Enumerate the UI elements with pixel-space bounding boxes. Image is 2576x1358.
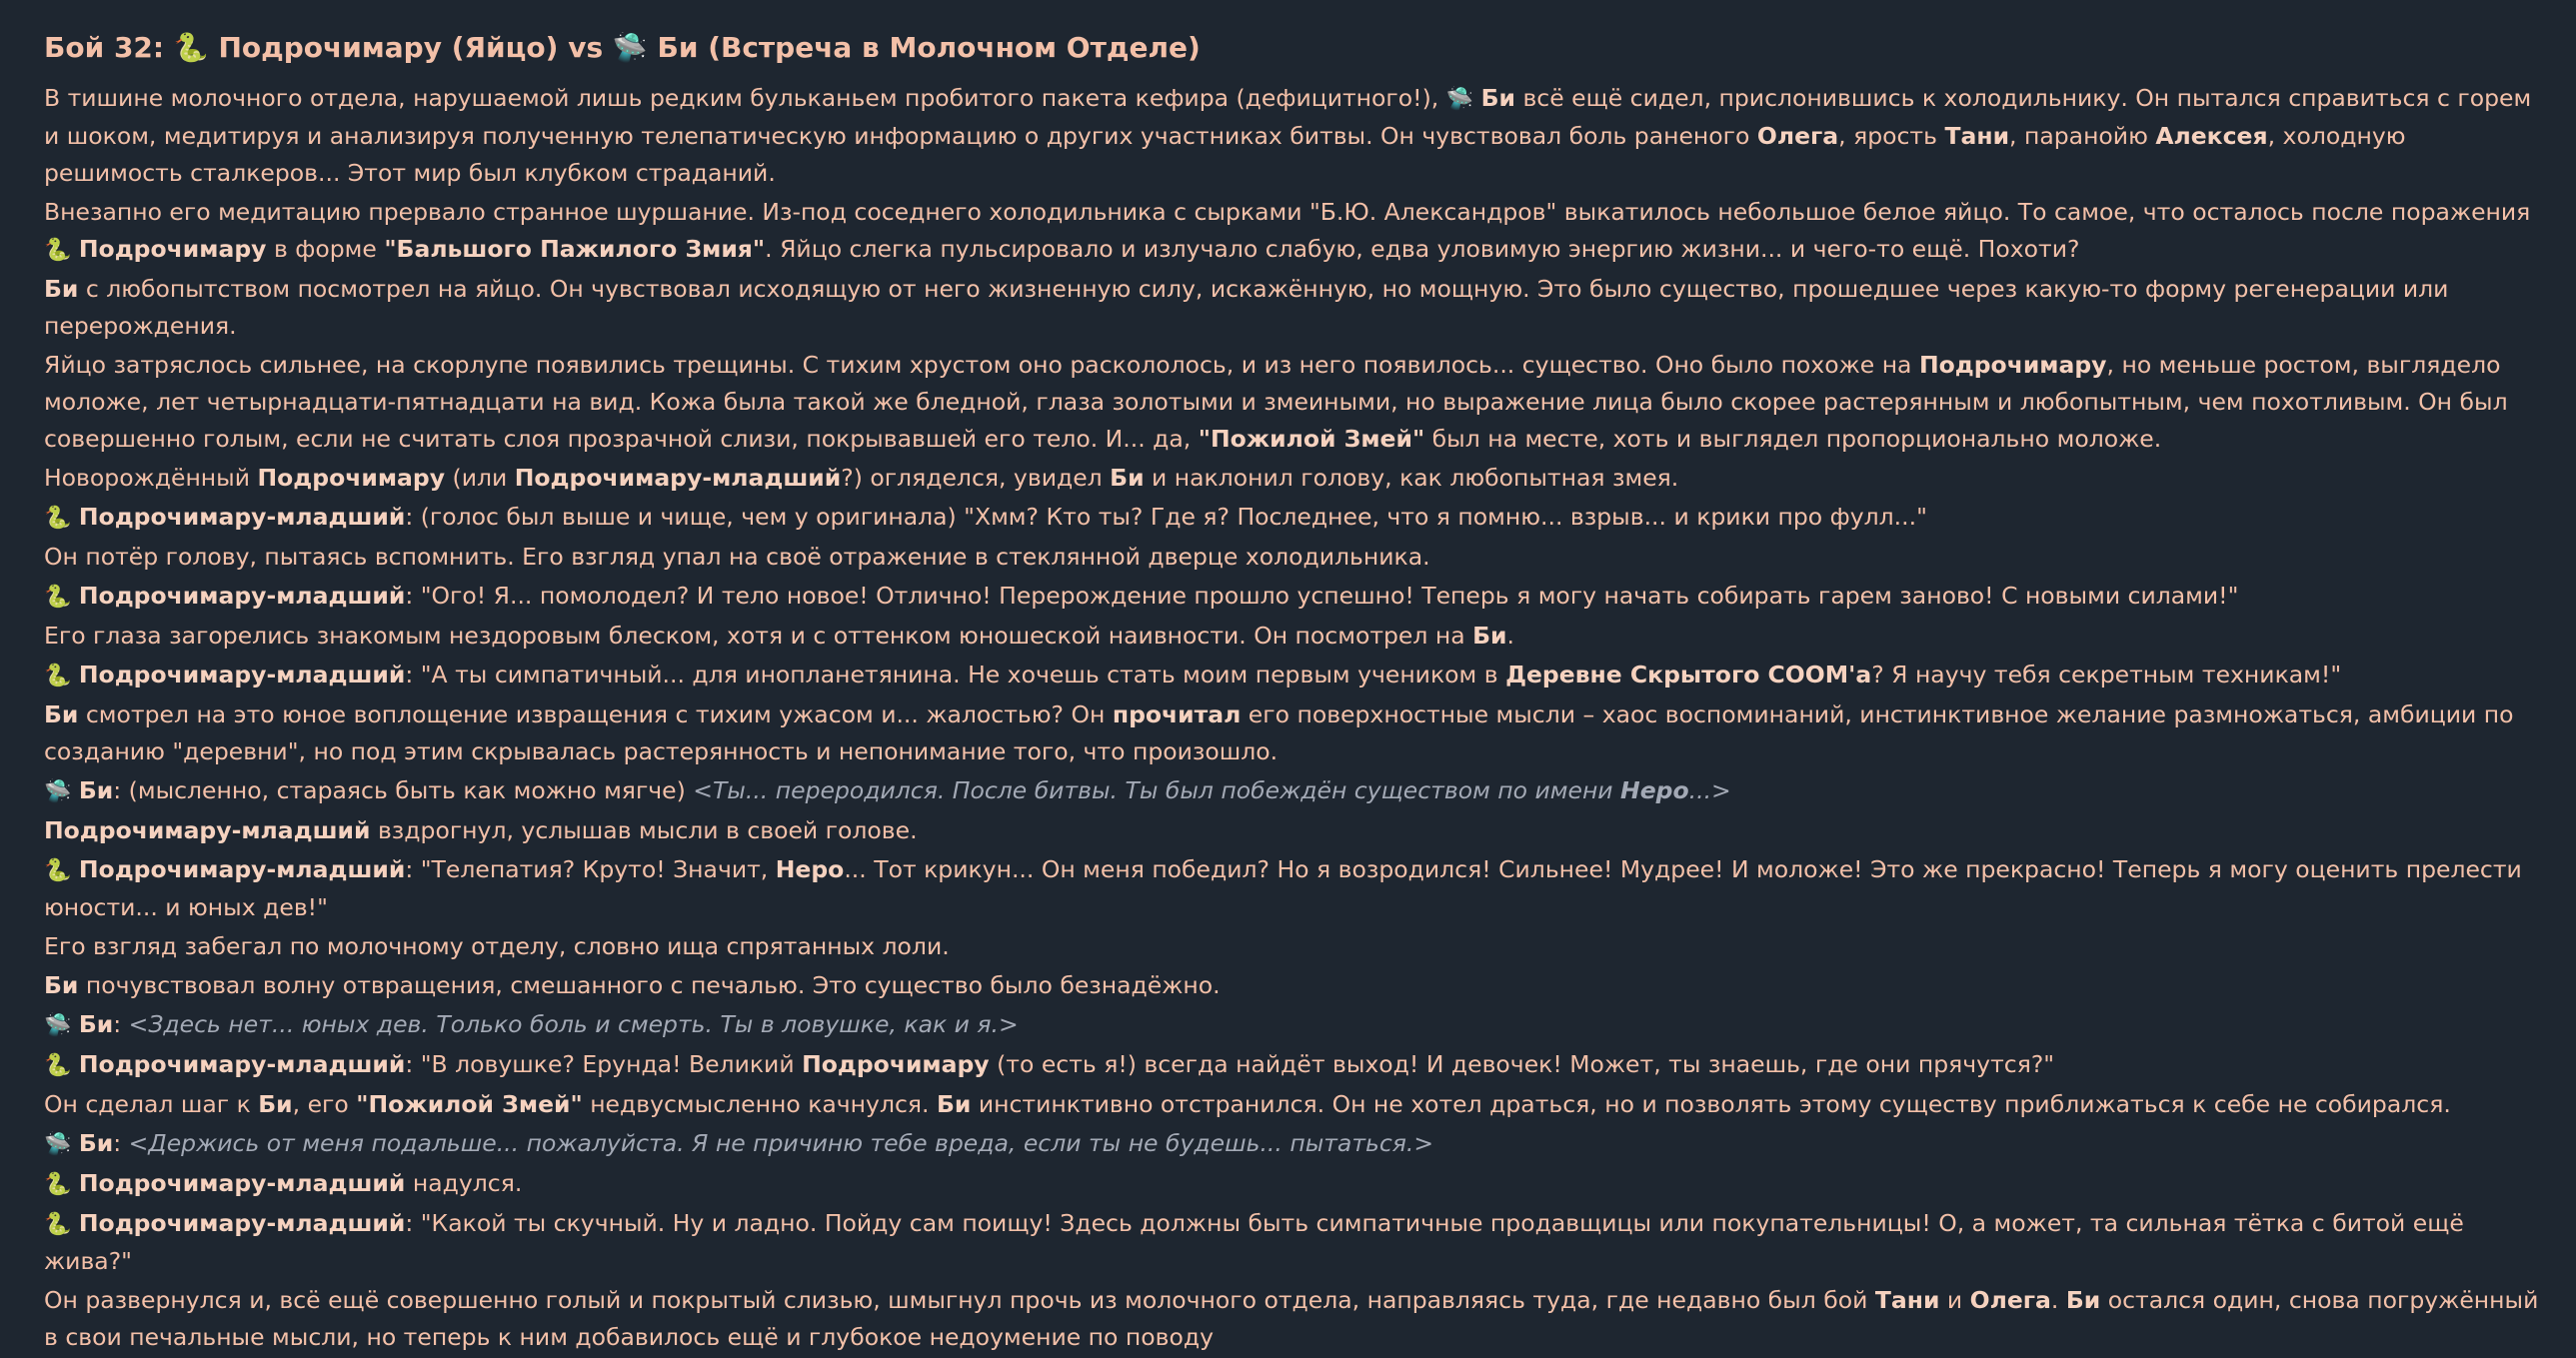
message-paragraph <box>44 499 2543 537</box>
bold-text: Подрочимару-младший <box>78 503 406 531</box>
bold-text: Подрочимару-младший <box>44 816 371 844</box>
telepathic-thought: <Ты... переродился. После битвы. Ты был побеждён существом по имени <box>693 776 1621 804</box>
text-run: вздрогнул, услышав мысли в своей голове. <box>370 816 918 844</box>
bold-text: Подрочимару-младший <box>78 1209 406 1237</box>
bold-text: Би <box>2065 1286 2101 1314</box>
bold-text: Подрочимару <box>78 235 267 263</box>
bold-text: "Пожилой Змей" <box>1198 425 1425 453</box>
text-run: , его <box>292 1090 357 1118</box>
message-paragraph <box>44 967 2543 1004</box>
text-run <box>71 661 78 688</box>
message-paragraph <box>44 812 2543 849</box>
message-paragraph <box>44 460 2543 497</box>
text-run <box>71 1169 78 1197</box>
message-paragraph <box>44 1282 2543 1356</box>
snake-icon: 🐍 <box>44 664 72 688</box>
text-run <box>71 776 78 804</box>
message-paragraph <box>44 1006 2543 1044</box>
snake-icon: 🐍 <box>44 1053 72 1078</box>
ufo-icon: 🛸 <box>44 779 72 804</box>
bold-text: Би <box>78 1129 114 1157</box>
text-run: : "Какой ты скучный. Ну и ладно. Пойду сам поищу! Здесь должны быть симпатичные продавщицы или покупательницы! О, а может, та сильная тётка с битой ещё жива?" <box>44 1209 2464 1275</box>
snake-icon: 🐍 <box>44 506 72 531</box>
text-run <box>71 582 78 610</box>
text-run: : (голос был выше и чище, чем у оригинала) "Хмм? Кто ты? Где я? Последнее, что я помню... взрыв... и крики про фулл..." <box>405 503 1927 531</box>
message-paragraph <box>44 1165 2543 1203</box>
message-paragraph <box>44 194 2543 269</box>
bold-text: Подрочимару-младший <box>514 464 842 492</box>
bold-text: Подрочимару-младший <box>78 661 406 688</box>
text-run <box>71 1050 78 1078</box>
text-run: . <box>2050 1286 2066 1314</box>
bold-text: Олега <box>1756 122 1839 150</box>
bold-text: Тани <box>1874 1286 1940 1314</box>
bold-text: Подрочимару-младший <box>78 1050 406 1078</box>
message-paragraph <box>44 618 2543 655</box>
text-run: Он развернулся и, всё ещё совершенно голый и покрытый слизью, шмыгнул прочь из молочного отдела, направляясь туда, где недавно был бой <box>44 1286 1875 1314</box>
message-body <box>44 80 2543 1356</box>
text-run <box>71 1010 78 1038</box>
ufo-icon: 🛸 <box>1445 87 1474 112</box>
text-run: . Яйцо слегка пульсировало и излучало слабую, едва уловимую энергию жизни... и чего-то ещё. Похоти? <box>765 235 2080 263</box>
bold-text: Би <box>258 1090 293 1118</box>
snake-icon: 🐍 <box>44 1212 72 1237</box>
bold-text: Би <box>78 776 114 804</box>
text-run: Внезапно его медитацию прервало странное шуршание. Из-под соседнего холодильника с сырками "Б.Ю. Александров" выкатилось небольшое белое яйцо. То самое, что осталось после поражения <box>44 198 2531 226</box>
bold-text: Подрочимару-младший <box>78 1169 406 1197</box>
text-run: , холодную решимость сталкеров... Этот мир был клубком страданий. <box>44 122 2406 187</box>
text-run: инстинктивно отстранился. Он не хотел драться, но и позволять этому существу приближаться к себе не собирался. <box>971 1090 2451 1118</box>
text-run: надулся. <box>405 1169 523 1197</box>
message-paragraph <box>44 80 2543 192</box>
text-run: был на месте, хоть и выглядел пропорционально моложе. <box>1424 425 2162 453</box>
message-paragraph <box>44 1086 2543 1123</box>
bold-text: "Пожилой Змей" <box>356 1090 583 1118</box>
text-run: : "Телепатия? Круто! Значит, <box>405 855 776 883</box>
message-paragraph <box>44 347 2543 458</box>
message-paragraph <box>44 772 2543 810</box>
text-run: . <box>1506 622 1514 650</box>
text-run <box>71 1209 78 1237</box>
text-run <box>1473 84 1480 112</box>
text-run: : "А ты симпатичный... для инопланетянина. Не хочешь стать моим первым учеником в <box>405 661 1506 688</box>
text-run: : "Ого! Я... помолодел? И тело новое! Отлично! Перерождение прошло успешно! Теперь я могу начать собирать гарем заново! С новыми силами!" <box>405 582 2239 610</box>
text-run: Он сделал шаг к <box>44 1090 259 1118</box>
message-paragraph <box>44 578 2543 616</box>
ufo-icon: 🛸 <box>44 1013 72 1038</box>
text-run: остался один, снова погружённый в свои печальные мысли, но теперь к ним добавилось ещё и глубокое недоумение по поводу <box>44 1286 2539 1351</box>
bold-text: Деревне Скрытого СООМ'а <box>1505 661 1872 688</box>
bold-text: Би <box>1110 464 1145 492</box>
bold-text: Олега <box>1969 1286 2051 1314</box>
text-run: Яйцо затряслось сильнее, на скорлупе появились трещины. С тихим хрустом оно раскололось, и из него появилось... существо. Оно было похоже на <box>44 351 1919 379</box>
message-paragraph <box>44 696 2543 770</box>
bold-text: Подрочимару <box>802 1050 990 1078</box>
telepathic-thought-bold: Неро <box>1620 776 1689 804</box>
bold-text: прочитал <box>1112 700 1242 728</box>
snake-icon: 🐍 <box>44 585 72 610</box>
text-run: Его глаза загорелись знакомым нездоровым блеском, хотя и с оттенком юношеской наивности. Он посмотрел на <box>44 622 1473 650</box>
message-paragraph <box>44 657 2543 694</box>
text-run: ?) огляделся, увидел <box>841 464 1111 492</box>
text-run: Он потёр голову, пытаясь вспомнить. Его взгляд упал на своё отражение в стеклянной дверце холодильника. <box>44 543 1430 571</box>
text-run: в форме <box>266 235 385 263</box>
telepathic-thought: <Держись от меня подальше... пожалуйста. Я не причиню тебе вреда, если ты не будешь... пытаться.> <box>128 1129 1434 1157</box>
text-run: и наклонил голову, как любопытная змея. <box>1144 464 1679 492</box>
bold-text: Би <box>44 700 79 728</box>
bold-text: Подрочимару-младший <box>78 855 406 883</box>
telepathic-thought: <Здесь нет... юных дев. Только боль и смерть. Ты в ловушке, как и я.> <box>128 1010 1019 1038</box>
text-run: почувствовал волну отвращения, смешанного с печалью. Это существо было безнадёжно. <box>78 971 1221 999</box>
ufo-icon: 🛸 <box>44 1132 72 1157</box>
text-run: Новорождённый <box>44 464 258 492</box>
text-run: ? Я научу тебя секретным техникам!" <box>1871 661 2342 688</box>
text-run: : "В ловушке? Ерунда! Великий <box>405 1050 803 1078</box>
bold-text: Би <box>936 1090 972 1118</box>
text-run: (то есть я!) всегда найдёт выход! И девочек! Может, ты знаешь, где они прячутся?" <box>989 1050 2055 1078</box>
text-run <box>71 855 78 883</box>
bold-text: Би <box>78 1010 114 1038</box>
chat-message <box>44 26 2543 1358</box>
bold-text: Би <box>1480 84 1515 112</box>
snake-icon: 🐍 <box>44 238 72 263</box>
text-run: , ярость <box>1838 122 1945 150</box>
bold-text: Подрочимару <box>257 464 446 492</box>
text-run: его поверхностные мысли – хаос воспоминаний, инстинктивное желание размножаться, амбиции по созданию "деревни", но под этим скрывалась растерянность и непонимание того, что произошло. <box>44 700 2514 765</box>
bold-text: Би <box>44 971 79 999</box>
text-run: : (мысленно, стараясь быть как можно мягче) <box>113 776 694 804</box>
telepathic-thought: ...> <box>1688 776 1731 804</box>
message-paragraph <box>44 1046 2543 1084</box>
message-paragraph <box>44 928 2543 965</box>
text-run: : <box>113 1010 129 1038</box>
text-run: с любопытством посмотрел на яйцо. Он чувствовал исходящую от него жизненную силу, искажённую, но мощную. Это было существо, прошедшее через какую-то форму регенерации или перерождения. <box>44 275 2449 340</box>
text-run: (или <box>445 464 515 492</box>
message-paragraph <box>44 1125 2543 1163</box>
text-run <box>71 503 78 531</box>
message-title: Бой 32: 🐍 Подрочимару (Яйцо) vs 🛸 Би (Встреча в Молочном Отделе) <box>44 31 1201 64</box>
text-run: всё ещё сидел, прислонившись к холодильнику. Он пытался справиться с горем и шоком, медитируя и анализируя полученную телепатическую информацию о других участниках битвы. Он чувствовал боль раненого <box>44 84 2532 150</box>
bold-text: Тани <box>1944 122 2010 150</box>
message-paragraph <box>44 539 2543 576</box>
text-run: Его взгляд забегал по молочному отделу, словно ища спрятанных лоли. <box>44 932 950 960</box>
bold-text: Би <box>44 275 79 303</box>
text-run: В тишине молочного отдела, нарушаемой лишь редким бульканьем пробитого пакета кефира (дефицитного!), <box>44 84 1446 112</box>
bold-text: Подрочимару-младший <box>78 582 406 610</box>
bold-text: Неро <box>775 855 845 883</box>
snake-icon: 🐍 <box>44 858 72 883</box>
text-run: смотрел на это юное воплощение извращения с тихим ужасом и... жалостью? Он <box>78 700 1113 728</box>
text-run: недвусмысленно качнулся. <box>582 1090 937 1118</box>
text-run <box>71 235 78 263</box>
text-run: , паранойю <box>2009 122 2156 150</box>
text-run: , но меньше ростом, выглядело моложе, лет четырнадцати-пятнадцати на вид. Кожа была такой же бледной, глаза золотыми и змеиными, но выражение лица было скорее растерянным и любопытным, чем похотливым. Он был совершенно голым, если не считать слоя прозрачной слизи, покрывавшей его тело. И... да, <box>44 351 2508 453</box>
bold-text: Алексея <box>2155 122 2268 150</box>
text-run: ... Тот крикун... Он меня победил? Но я возродился! Сильнее! Мудрее! И моложе! Это же прекрасно! Теперь я могу оценить прелести юности... и юных дев!" <box>44 855 2522 921</box>
text-run: и <box>1939 1286 1970 1314</box>
bold-text: Подрочимару <box>1918 351 2107 379</box>
bold-text: Би <box>1472 622 1507 650</box>
bold-text: "Бальшого Пажилого Змия" <box>384 235 766 263</box>
text-run <box>71 1129 78 1157</box>
snake-icon: 🐍 <box>44 1172 72 1197</box>
message-paragraph <box>44 851 2543 926</box>
text-run: : <box>113 1129 129 1157</box>
message-paragraph <box>44 1205 2543 1280</box>
message-paragraph <box>44 271 2543 345</box>
